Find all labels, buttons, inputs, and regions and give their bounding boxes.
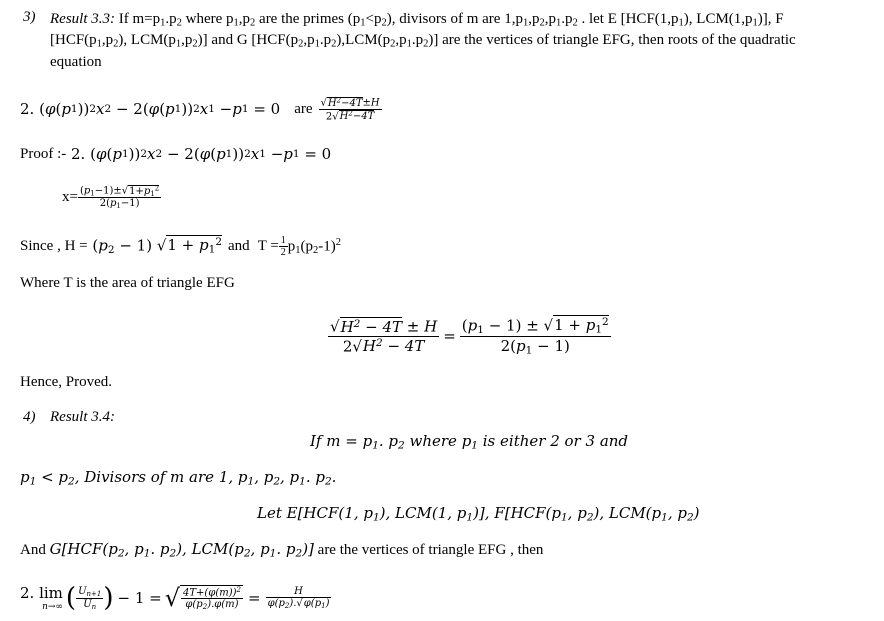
result-3-3-line-1: Result 3.3: If $m=p_1.p_2$ where $p_1,p_2$ are the primes $(p_1<p_2)$, divisors of m are $1,p_1,p_2,p_1.p_2$ . let E [$HCF(1,p_1)$, $LCM(1,p_1)$], F	[50, 11, 784, 29]
result-3-4-number: 4)	[23, 409, 36, 425]
and-g-line: And $G[HCF(p_2$, $p_1$. $p_2$), $LCM(p_2$, $p_1$. $p_2$)] are the vertices of triangle EFG , then	[20, 540, 544, 560]
and-word: and	[228, 237, 250, 254]
quadratic-equation: 2. ( φ ( p 1 )) 2 x 2 − 2( φ ( p 1 )) 2 x 1 − p 1 = 0 are $\frac{√H^2-4T\pm H}{2√H^2-4T}$	[20, 96, 380, 122]
let-line: Let E[HCF(1, $p_1$), LCM(1, $p_1$)], $F[HCF(p_1$, $p_2$), $LCM(p_1$, $p_2$)	[257, 504, 700, 524]
big-lhs-fraction: $\frac{√H^2 - 4T \pm H}{2√H^2 - 4T}$	[330, 317, 438, 355]
x-solution	[62, 180, 161, 214]
result-3-3-number: 3)	[23, 9, 36, 25]
result-3-3-label: Result 3.3:	[50, 11, 115, 27]
x-lhs: x=	[62, 188, 78, 205]
sqrt-fraction: $\frac{4T+(\varphi(m))^2}{\varphi(p_2).\varphi(m)}$	[180, 585, 243, 611]
result-3-3-line-2: [$HCF(p_1,p_2)$, $LCM(p_1,p_2)$] and G $[HCF(p_2,p_1.p_2),LCM(p_2,p_1.p_2)]$ are the vertices of triangle EFG, then roots of the quadratic	[50, 32, 796, 50]
proof-label: Proof :-	[20, 145, 67, 162]
limit-equation: 2. lim n→∞ ( $\frac{U_{n+1}}{U_n}$ ) − 1 = √ $\frac{4T+(\varphi(m))^2}{\varphi(p_2).\varphi(m)}$ = $\frac{H}{\varphi(p_2).√\varphi(p_1)}$	[20, 583, 330, 613]
divisors-line: $p_1 < p_2$, Divisors of m are 1, $p_1$, $p_2$, $p_1$. $p_2$.	[20, 468, 337, 488]
are-word: are	[294, 100, 313, 117]
rhs-fraction: $\frac{H}{\varphi(p_2).√\varphi(p_1)}$	[267, 586, 330, 610]
minus-one: − 1 =	[117, 589, 162, 607]
x-fraction: $\frac{(p_1-1)\pm√1+p_1^2}{2(p_1-1)}$	[79, 184, 160, 210]
big-rhs-fraction: $\frac{(p_1 - 1) \pm √1 + p_1^2}{2(p_1 - 1)}$	[461, 315, 609, 357]
ratio-fraction: $\frac{U_{n+1}}{U_n}$	[78, 585, 102, 611]
result-3-4-condition: If $m = p_1$. $p_2$ where $p_1$ is either 2 or 3 and	[310, 432, 629, 452]
since-prefix: Since , H =	[20, 237, 88, 254]
big-equation: $\frac{√H^2 - 4T \pm H}{2√H^2 - 4T}$ = $\frac{(p_1 - 1) \pm √1 + p_1^2}{2(p_1 - 1)}$	[330, 315, 609, 357]
where-t-line: Where T is the area of triangle EFG	[20, 275, 235, 291]
hence-proved: Hence, Proved.	[20, 374, 113, 390]
limit-operator: 2. lim n→∞	[20, 584, 63, 612]
proof-line: Proof :- 2. ( φ ( p 1 )) 2 x 2 − 2( φ ( p 1 )) 2 x 1 − p 1 = 0	[20, 145, 332, 163]
since-line: Since , H = $(p_2 - 1) √1 + p_1^2$ and T = $\frac{1}{2}$ $p_1(p_2-1)^2$	[20, 234, 342, 258]
result-3-4-label: Result 3.4:	[50, 409, 115, 425]
roots-fraction: $\frac{√H^2-4T\pm H}{2√H^2-4T}$	[320, 96, 380, 122]
result-3-3-line-3: equation	[50, 54, 102, 70]
